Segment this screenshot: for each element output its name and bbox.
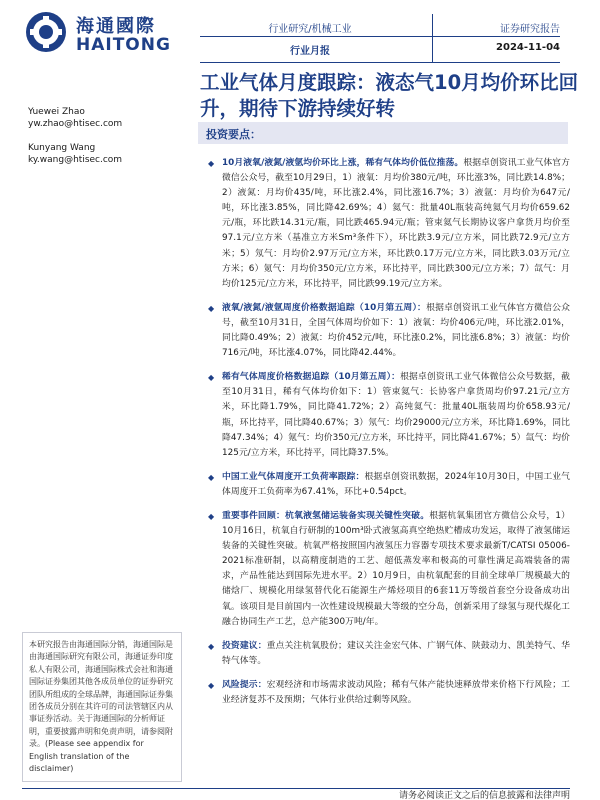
bullet-icon: ◆ — [208, 472, 215, 482]
paragraph-text: 宏观经济和市场需求波动风险；稀有气体产能快速释放带来价格下行风险；工业经济复苏不及预期；气体行业供给过剩等风险。 — [222, 679, 570, 705]
paragraph-highlight: 重要事件回顾：杭氧液氢储运装备实现关键性突破。 — [222, 510, 430, 521]
author-name: Yuewei Zhao — [28, 107, 85, 117]
haitong-logo — [24, 8, 174, 56]
paragraph-text: 根据杭氧集团官方微信公众号，1）10月16日，杭氧自行研制的100m³卧式液氢高真空绝热贮槽成功发运，取得了液氢储运装备的关键性突破。杭氧严格按照国内液氢压力容器专项技术要求最新T/CATSI 05006-2021标准研制，以高精度制造的工艺、超低蒸发率和极高的可靠性满足高端装备的需求，产品性能达到国际先进水平。2）10月9日，由杭氧配套的目前全球单厂规模最大的储焓厂、规模化用绿氢替代化石能源生产烯烃项目的6套11万等级首套空分设备成功出氧。该项目是目前国内一次性建设规模最大等级的空分岛，创新采用了绿氢与现代煤化工融合协同生产工艺，总产能300万吨/年。 — [222, 510, 570, 627]
author-email[interactable]: yw.zhao@htisec.com — [28, 119, 123, 129]
paragraph-highlight: 投资建议： — [222, 640, 267, 651]
disclaimer-text: 本研究报告由海通国际分销，海通国际是由海通国际研究有限公司，海通证券印度私人有限公司，海通国际株式会社和海通国际证券集团其他各成员单位的证券研究团队所组成的全球品牌，海通国际证券集团各成员分别在其许可的司法管辖区内从事证券活动。关于海通国际的分析师证明，重要披露声明和免责声明，请参阅附录。(Please see appendix for English translation of the disclaimer) — [29, 640, 173, 774]
header-bottom-divider — [200, 62, 560, 63]
footer-legal-note: 请务必阅读正文之后的信息披露和法律声明 — [398, 791, 570, 800]
investment-highlights-header — [198, 122, 568, 144]
paragraph-weekly-rare-gas — [208, 370, 570, 461]
report-label: 证券研究报告 — [500, 24, 560, 35]
paragraph-text: 根据卓创资讯工业气体微信公众号数据，截至10月31日，稀有气体均价如下：1）管束氦气：长协客户拿货周均价97.21元/立方米，环比降1.79%，同比降41.72%；2）高纯氦气：批量40L瓶装周均价658.93元/瓶，环比持平，同比降40.67%；3）氖气：均价29000元/立方米，环比降1.69%，同比降47.34%；4）氪气：均价350元/立方米，环比持平，同比降41.67%；5）氙气：均价125元/立方米，环比持平，同比降37.5%。 — [222, 372, 570, 458]
paragraph-risk-warning — [208, 678, 570, 708]
author-list — [28, 106, 178, 178]
paragraph-monthly-prices — [208, 156, 570, 292]
header-vertical-divider — [432, 14, 433, 62]
bullet-icon: ◆ — [208, 680, 215, 690]
bullet-icon: ◆ — [208, 373, 215, 383]
paragraph-operating-rate — [208, 470, 570, 500]
report-category: 行业研究/机械工业 — [268, 24, 352, 35]
paragraph-weekly-bulk-gas — [208, 301, 570, 361]
logo-chinese-name: 海通國際 — [76, 16, 156, 37]
author-name: Kunyang Wang — [28, 143, 96, 153]
bullet-icon: ◆ — [208, 303, 215, 313]
paragraph-text: 重点关注杭氧股份；建议关注金宏气体、广钢气体、陕鼓动力、凯美特气、华特气体等。 — [222, 640, 570, 666]
author-entry — [28, 142, 178, 166]
author-email[interactable]: ky.wang@htisec.com — [28, 155, 123, 165]
main-content — [208, 156, 570, 717]
disclaimer-box — [22, 632, 182, 782]
bullet-icon: ◆ — [208, 511, 215, 521]
haitong-emblem-icon — [24, 10, 68, 54]
section-title: 投资要点： — [206, 128, 261, 141]
paragraph-investment-advice — [208, 639, 570, 669]
bullet-icon: ◆ — [208, 641, 215, 651]
paragraph-highlight: 稀有气体周度价格数据追踪（10月第五周）： — [222, 372, 401, 383]
report-type: 行业月报 — [290, 46, 330, 57]
report-title: 工业气体月度跟踪：液态气10月均价环比回升，期待下游持续好转 — [200, 71, 579, 120]
author-entry — [28, 106, 178, 130]
logo-english-name: HAITONG — [76, 35, 171, 55]
paragraph-key-events — [208, 509, 570, 630]
paragraph-highlight: 中国工业气体周度开工负荷率跟踪： — [222, 471, 365, 482]
paragraph-highlight: 10月液氧/液氮/液氩均价环比上涨，稀有气体均价低位推荡。 — [222, 158, 464, 168]
report-date: 2024-11-04 — [496, 42, 560, 53]
paragraph-text: 根据卓创资讯数据，2024年10月30日，中国工业气体周度开工负荷率为67.41%，环比+0.54pct。 — [222, 471, 570, 497]
header-divider — [200, 36, 560, 37]
paragraph-text: 根据卓创资讯工业气体官方微信公众号，截至10月31日，全国气体周均价如下：1）液氧：均价406元/吨，环比涨2.01%，同比降0.49%；2）液氮：均价452元/吨，环比涨0.2%，同比涨6.8%；3）液氩：均价716元/吨，环比涨4.07%，同比降42.44%。 — [222, 302, 570, 359]
paragraph-highlight: 风险提示： — [222, 679, 267, 690]
bullet-icon: ◆ — [208, 159, 215, 168]
paragraph-text: 根据卓创资讯工业气体官方微信公众号，截至10月29日，1）液氧：月均价380元/吨，环比涨3%，同比跌14.8%；2）液氮：月均价435/吨，环比涨2.4%，同比涨16.7%；3）液氩：月均价为647元/吨，环比涨3.85%，同比降42.69%；4）氦气：批量40L瓶装高纯氦气月均价659.62元/瓶，环比跌14.31元/瓶，同比跌465.94元/瓶；管束氦气长期协议客户拿货月均价至97.1元/立方米（基准立方米Sm³条件下），环比跌3.9元/立方米，同比跌72.9元/立方米；5）氖气：月均价2.97万元/立方米，环比跌0.17万元/立方米，同比跌3.03万元/立方米；6）氪气：月均价350元/立方米，环比持平，同比跌300元/立方米；7）氙气：月均价125元/立方米，环比持平，同比跌99.19元/立方米。 — [222, 158, 570, 289]
paragraph-highlight: 液氧/液氮/液氩周度价格数据追踪（10月第五周）： — [222, 302, 427, 313]
